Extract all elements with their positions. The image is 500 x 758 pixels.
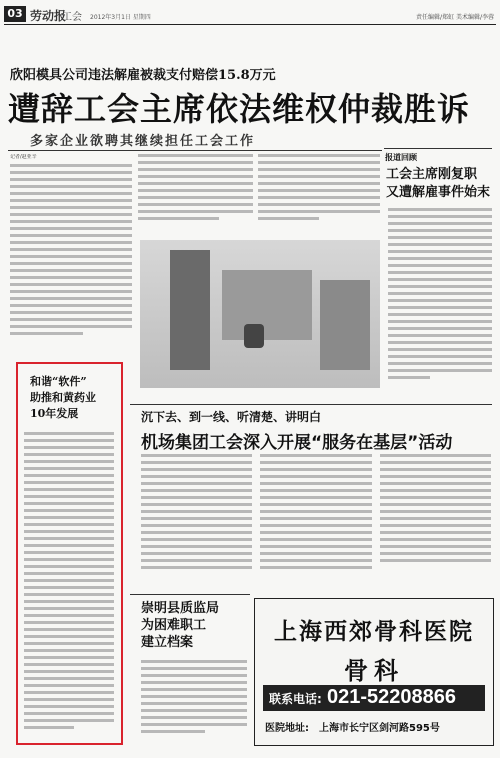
ad-hospital-name: 上海西郊骨科医院: [274, 618, 474, 645]
lead-body-column-1: [10, 154, 132, 354]
page-header: [4, 4, 496, 25]
boxed-article-title: [30, 374, 96, 422]
lead-body-column-3: [258, 154, 380, 234]
boxed-article-body: [24, 432, 114, 732]
lead-byline: 记者/赵亚辛: [10, 154, 37, 160]
sidebar-body: [388, 208, 492, 404]
ad-phone-label: 联系电话:: [269, 692, 322, 706]
photo-signboard: [170, 250, 210, 370]
second-article-body: [141, 454, 491, 590]
third-article-title: [141, 600, 219, 651]
third-title-line-1: 崇明县质监局: [141, 601, 220, 616]
lead-headline: 遭辞工会主席依法维权仲裁胜诉: [8, 90, 471, 128]
ad-specialty: 骨科: [344, 656, 404, 685]
boxed-title-line-3: 10年发展: [30, 407, 79, 420]
page-number: 03: [4, 6, 26, 22]
second-headline-main: 机场集团工会深入开展“服务在基层”活动: [141, 433, 453, 453]
lead-body-column-2: [138, 154, 253, 234]
boxed-title-line-1: 和谐“软件”: [30, 375, 87, 388]
photo-wall: [320, 280, 370, 370]
photo-doorway: [222, 270, 312, 340]
sidebar-top-rule: [384, 148, 492, 149]
lead-subhead: 多家企业欲聘其继续担任工会工作: [30, 134, 256, 149]
ad-phone-bar: [263, 685, 485, 711]
editors-credit: 责任编辑/郑虹 美术编辑/李蓉: [416, 14, 494, 21]
lead-kicker: 欣阳模具公司违法解雇被裁支付赔偿15.8万元: [10, 68, 276, 83]
third-title-line-2: 为困难职工: [141, 618, 207, 633]
second-headline-top: 沉下去、到一线、听清楚、讲明白: [141, 410, 322, 424]
issue-date: 2012年3月1日 星期四: [90, 14, 151, 21]
section-rule: [130, 404, 492, 405]
third-article-body: [141, 660, 247, 744]
hospital-advertisement: [254, 598, 494, 746]
ad-address: 上海市长宁区剑河路595号: [319, 723, 440, 734]
sidebar-title: [386, 166, 490, 202]
ad-address-label: 医院地址:: [265, 723, 309, 734]
divider: [8, 150, 382, 151]
section-rule-2: [130, 594, 250, 595]
sidebar-title-line-1: 工会主席刚复职: [386, 167, 478, 182]
section-name: 工会: [62, 12, 82, 23]
sidebar-title-line-2: 又遭解雇事件始末: [386, 185, 491, 200]
ad-phone-number: 021-52208866: [327, 686, 457, 708]
boxed-title-line-2: 助推和黄药业: [30, 391, 96, 404]
photo-person: [244, 324, 264, 348]
news-photo: [140, 240, 380, 388]
sidebar-label: 报道回顾: [385, 153, 417, 162]
third-title-line-3: 建立档案: [141, 635, 194, 650]
paper-name: 劳动报: [30, 9, 67, 23]
